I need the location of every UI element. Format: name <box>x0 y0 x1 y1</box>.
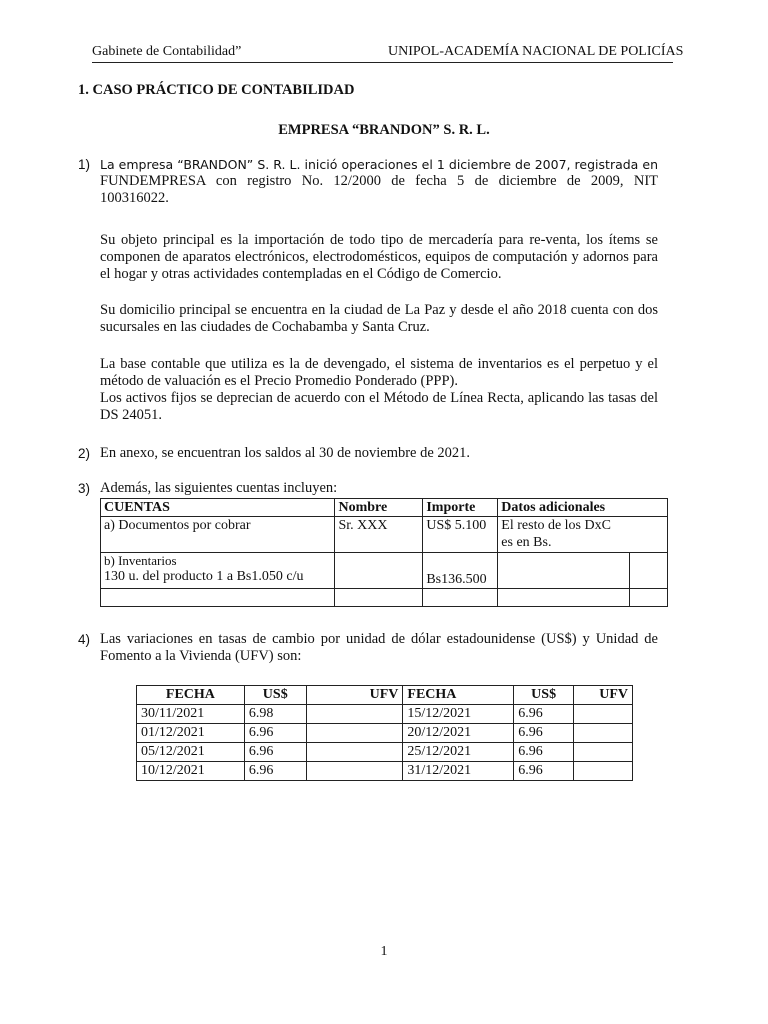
cell-nombre: Sr. XXX <box>335 517 423 553</box>
header-cuentas: CUENTAS <box>101 499 335 517</box>
paragraph-domicilio: Su domicilio principal se encuentra en la ciudad de La Paz y desde el año 2018 cuenta con dos sucursales en las ciudades de Cochabamba y Santa Cruz. <box>100 302 658 335</box>
cell-usd: 6.96 <box>514 724 574 743</box>
cell-fecha: 15/12/2021 <box>403 705 514 724</box>
cell-usd: 6.96 <box>244 743 306 762</box>
cell-extra <box>630 553 668 589</box>
cell-ufv <box>306 743 403 762</box>
cell-fecha: 01/12/2021 <box>137 724 245 743</box>
item-1-line-3: 100316022. <box>100 190 169 206</box>
paragraph-objeto: Su objeto principal es la importación de todo tipo de mercadería para re-venta, los ítems se componen de aparatos electrónicos, electrodomésticos, equipos de computación y adornos para el hogar y otras actividades contempladas en el Código de Comercio. <box>100 232 658 282</box>
page-number: 1 <box>380 944 388 959</box>
cell-empty <box>335 589 423 607</box>
table-row <box>137 762 633 781</box>
cell-ufv <box>306 705 403 724</box>
cell-datos-line-1: El resto de los DxC <box>501 518 611 533</box>
cell-ufv <box>574 743 633 762</box>
table-row <box>137 705 633 724</box>
cell-usd: 6.96 <box>244 762 306 781</box>
exchange-rate-header <box>137 686 633 705</box>
cell-nombre <box>335 553 423 589</box>
header-usd: US$ <box>244 686 306 705</box>
item-2-number: 2) <box>78 446 91 461</box>
header-fecha: FECHA <box>403 686 514 705</box>
item-3-text: Además, las siguientes cuentas incluyen: <box>100 480 338 496</box>
header-left-text: Gabinete de Contabilidad” <box>92 44 242 59</box>
cell-importe: US$ 5.100 <box>423 517 498 553</box>
header-fecha: FECHA <box>137 686 245 705</box>
table-row <box>101 589 668 607</box>
header-usd: US$ <box>514 686 574 705</box>
cell-usd: 6.96 <box>514 743 574 762</box>
cell-usd: 6.98 <box>244 705 306 724</box>
cell-datos-line-2: es en Bs. <box>501 535 552 550</box>
cell-usd: 6.96 <box>514 762 574 781</box>
cell-cuenta-line-1: b) Inventarios <box>104 553 177 568</box>
exchange-rate-table <box>136 685 633 781</box>
table-row <box>137 743 633 762</box>
cuentas-table <box>100 498 668 607</box>
item-1-number: 1) <box>78 157 91 172</box>
header-right-text: UNIPOL-ACADEMÍA NACIONAL DE POLICÍAS <box>388 44 684 59</box>
cell-fecha: 30/11/2021 <box>137 705 245 724</box>
cell-datos <box>498 517 668 553</box>
cell-ufv <box>306 724 403 743</box>
cell-ufv <box>574 705 633 724</box>
item-1-line-2: FUNDEMPRESA con registro No. 12/2000 de fecha 5 de diciembre de 2009, NIT <box>100 173 658 189</box>
cell-empty <box>423 589 498 607</box>
cell-empty <box>101 589 335 607</box>
table-row <box>101 517 668 553</box>
cell-ufv <box>306 762 403 781</box>
cell-ufv <box>574 724 633 743</box>
cell-usd: 6.96 <box>244 724 306 743</box>
item-2-text: En anexo, se encuentran los saldos al 30 de noviembre de 2021. <box>100 445 471 461</box>
item-3-number: 3) <box>78 481 91 496</box>
cell-cuenta-line-2: 130 u. del producto 1 a Bs1.050 c/u <box>104 569 304 584</box>
company-title: EMPRESA “BRANDON” S. R. L. <box>278 122 490 138</box>
cell-fecha: 05/12/2021 <box>137 743 245 762</box>
cell-fecha: 20/12/2021 <box>403 724 514 743</box>
header-divider <box>92 62 673 63</box>
cuentas-table-header <box>101 499 668 517</box>
item-4-text: Las variaciones en tasas de cambio por unidad de dólar estadounidense (US$) y Unidad de Fomento a la Vivienda (UFV) son: <box>100 631 658 664</box>
table-row <box>101 553 668 589</box>
cell-empty <box>498 589 630 607</box>
section-title: 1. CASO PRÁCTICO DE CONTABILIDAD <box>78 82 355 98</box>
cell-fecha: 10/12/2021 <box>137 762 245 781</box>
cell-datos <box>498 553 630 589</box>
cell-cuenta <box>101 553 335 589</box>
header-nombre: Nombre <box>335 499 423 517</box>
header-importe: Importe <box>423 499 498 517</box>
cell-importe: Bs136.500 <box>423 553 498 589</box>
header-ufv: UFV <box>574 686 633 705</box>
cell-fecha: 25/12/2021 <box>403 743 514 762</box>
item-4-number: 4) <box>78 632 91 647</box>
cell-usd: 6.96 <box>514 705 574 724</box>
paragraph-activos-fijos: Los activos fijos se deprecian de acuerdo con el Método de Línea Recta, aplicando las tasas del DS 24051. <box>100 390 658 423</box>
cell-ufv <box>574 762 633 781</box>
item-1-text <box>100 156 658 207</box>
cell-empty <box>630 589 668 607</box>
paragraph-base-contable: La base contable que utiliza es la de devengado, el sistema de inventarios es el perpetuo y el método de valuación es el Precio Promedio Ponderado (PPP). <box>100 356 658 389</box>
table-row <box>137 724 633 743</box>
cell-cuenta: a) Documentos por cobrar <box>101 517 335 553</box>
header-ufv: UFV <box>306 686 403 705</box>
header-datos-adicionales: Datos adicionales <box>498 499 668 517</box>
item-1-line-1: La empresa “BRANDON” S. R. L. inició operaciones el 1 diciembre de 2007, registrada en <box>100 157 658 172</box>
cell-fecha: 31/12/2021 <box>403 762 514 781</box>
